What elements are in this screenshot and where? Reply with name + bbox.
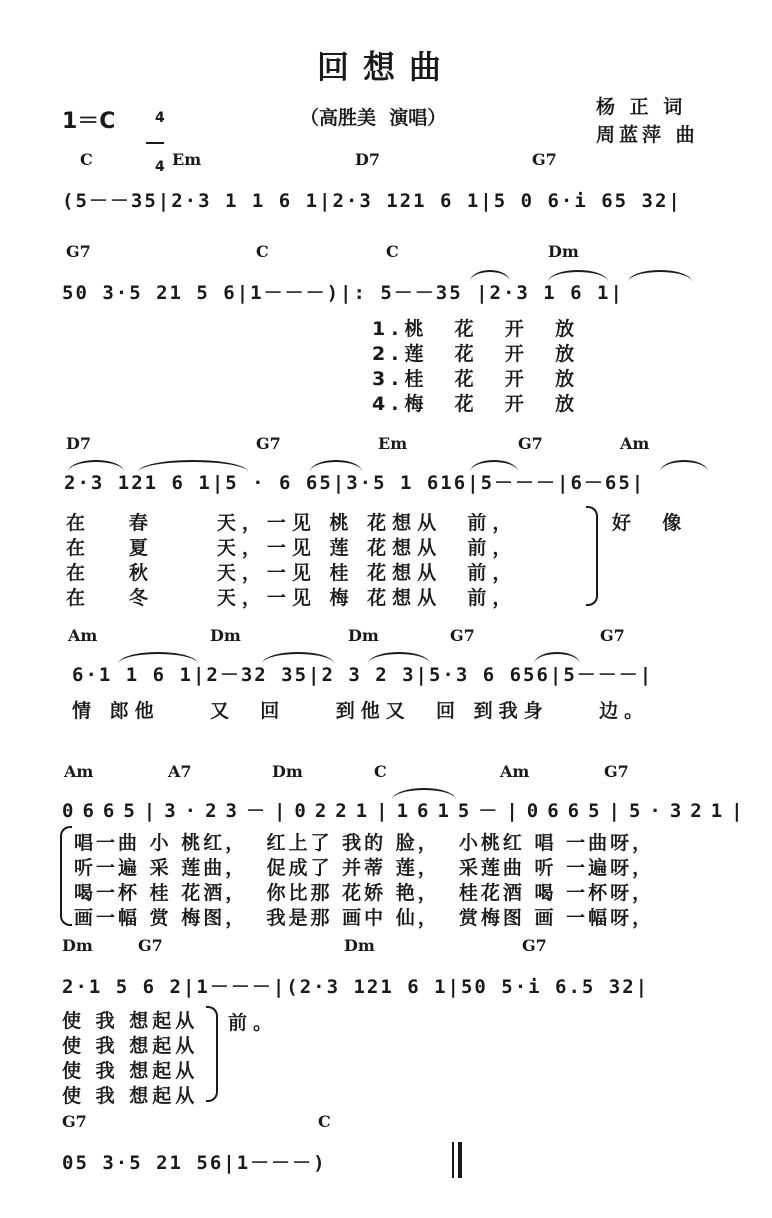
chord: Am: [64, 762, 94, 781]
chord: Dm: [210, 626, 241, 645]
slur: [368, 652, 430, 664]
lyric-line: 听一遍 采 莲曲， 促成了 并蒂 莲， 采莲曲 听 一遍呀，: [74, 857, 655, 879]
notation-line: 0665|3·23－|0221|1615－|0665|5·321|: [62, 800, 752, 822]
lyric-line: 在 冬 天，一见 梅 花想从 前，: [66, 587, 518, 609]
notation-line: 05 3·5 21 56|1－－－): [62, 1152, 327, 1174]
chord: G7: [532, 150, 557, 169]
slur: [138, 460, 248, 472]
key-signature: 1＝C: [62, 109, 116, 134]
slur: [310, 460, 362, 472]
chord: D7: [66, 434, 92, 453]
lyric-line: 喝一杯 桂 花酒， 你比那 花娇 艳， 桂花酒 喝 一杯呀，: [74, 882, 655, 904]
chord: Am: [500, 762, 530, 781]
verse-brace: [586, 506, 598, 606]
chord: G7: [604, 762, 629, 781]
slur: [534, 652, 580, 664]
verse-line: 4.梅 花 开 放: [372, 393, 581, 415]
slur: [470, 460, 518, 472]
final-barline: [452, 1142, 454, 1178]
notation-line: 2·3 121 6 1|5 · 6 65|3·5 1 616|5－－－|6－65|: [64, 472, 646, 494]
chord: C: [80, 150, 93, 169]
lyric-line: 使 我 想起从: [62, 1085, 199, 1107]
chord: G7: [522, 936, 547, 955]
chord: C: [256, 242, 269, 261]
notation-line: 50 3·5 21 5 6|1－－－)|: 5－－35 |2·3 1 6 1|: [62, 282, 624, 304]
chord: G7: [518, 434, 543, 453]
lyric-line: 在 春 天，一见 桃 花想从 前，: [66, 512, 518, 534]
chord: Dm: [62, 936, 93, 955]
chord: C: [386, 242, 399, 261]
chord: C: [374, 762, 387, 781]
song-title: 回想曲: [316, 48, 455, 86]
notation-line: 2·1 5 6 2|1－－－|(2·3 121 6 1|50 5·i 6.5 32|: [62, 976, 650, 998]
slur: [470, 270, 510, 282]
final-barline-thick: [458, 1142, 462, 1178]
chord: Am: [620, 434, 650, 453]
lyric-line: 使 我 想起从: [62, 1060, 199, 1082]
time-signature: [144, 96, 166, 175]
chord: A7: [168, 762, 192, 781]
chord: Em: [172, 150, 202, 169]
lyric-line: 唱一曲 小 桃红， 红上了 我的 脸， 小桃红 唱 一曲呀，: [74, 832, 655, 854]
chord: C: [318, 1112, 331, 1131]
chord: G7: [256, 434, 281, 453]
chord: G7: [66, 242, 91, 261]
slur: [660, 460, 708, 472]
lyric-line: 使 我 想起从: [62, 1035, 199, 1057]
verse-line: 3.桂 花 开 放: [372, 368, 581, 390]
lyric-tail: 好 像: [612, 512, 688, 534]
verse-line: 1.桃 花 开 放: [372, 318, 581, 340]
chord: Dm: [272, 762, 303, 781]
lyricist: 杨 正 词: [596, 96, 687, 118]
chord: G7: [138, 936, 163, 955]
chord: Em: [378, 434, 408, 453]
verse-line: 2.莲 花 开 放: [372, 343, 581, 365]
chord: Dm: [348, 626, 379, 645]
lyric-tail: 前。: [228, 1012, 279, 1034]
lyric-line: 情 郎他 又 回 到他又 回 到我身 边。: [72, 700, 650, 722]
notation-line: (5－－35|2·3 1 1 6 1|2·3 121 6 1|5 0 6·i 65 32|: [62, 190, 682, 212]
composer: 周蓝萍 曲: [596, 124, 699, 146]
slur: [548, 270, 608, 282]
slur: [68, 460, 124, 472]
slur: [628, 270, 692, 282]
chord: G7: [450, 626, 475, 645]
chord: Am: [68, 626, 98, 645]
slur: [392, 788, 456, 800]
verse-brace: [206, 1006, 218, 1102]
notation-line: 6·1 1 6 1|2－32 35|2 3 2 3|5·3 6 656|5－－－|: [72, 664, 654, 686]
time-bottom: 4: [155, 159, 165, 175]
chord: G7: [62, 1112, 87, 1131]
chord: D7: [355, 150, 381, 169]
lyric-line: 在 夏 天，一见 莲 花想从 前，: [66, 537, 518, 559]
lyric-line: 画一幅 赏 梅图， 我是那 画中 仙， 赏梅图 画 一幅呀，: [74, 907, 655, 929]
lyric-line: 使 我 想起从: [62, 1010, 199, 1032]
verse-brace: [60, 826, 72, 926]
slur: [262, 652, 334, 664]
chord: Dm: [344, 936, 375, 955]
lyric-line: 在 秋 天，一见 桂 花想从 前，: [66, 562, 518, 584]
chord: Dm: [548, 242, 579, 261]
performer: （高胜美 演唱）: [300, 107, 447, 129]
time-top: 4: [155, 110, 165, 126]
slur: [118, 652, 198, 664]
chord: G7: [600, 626, 625, 645]
